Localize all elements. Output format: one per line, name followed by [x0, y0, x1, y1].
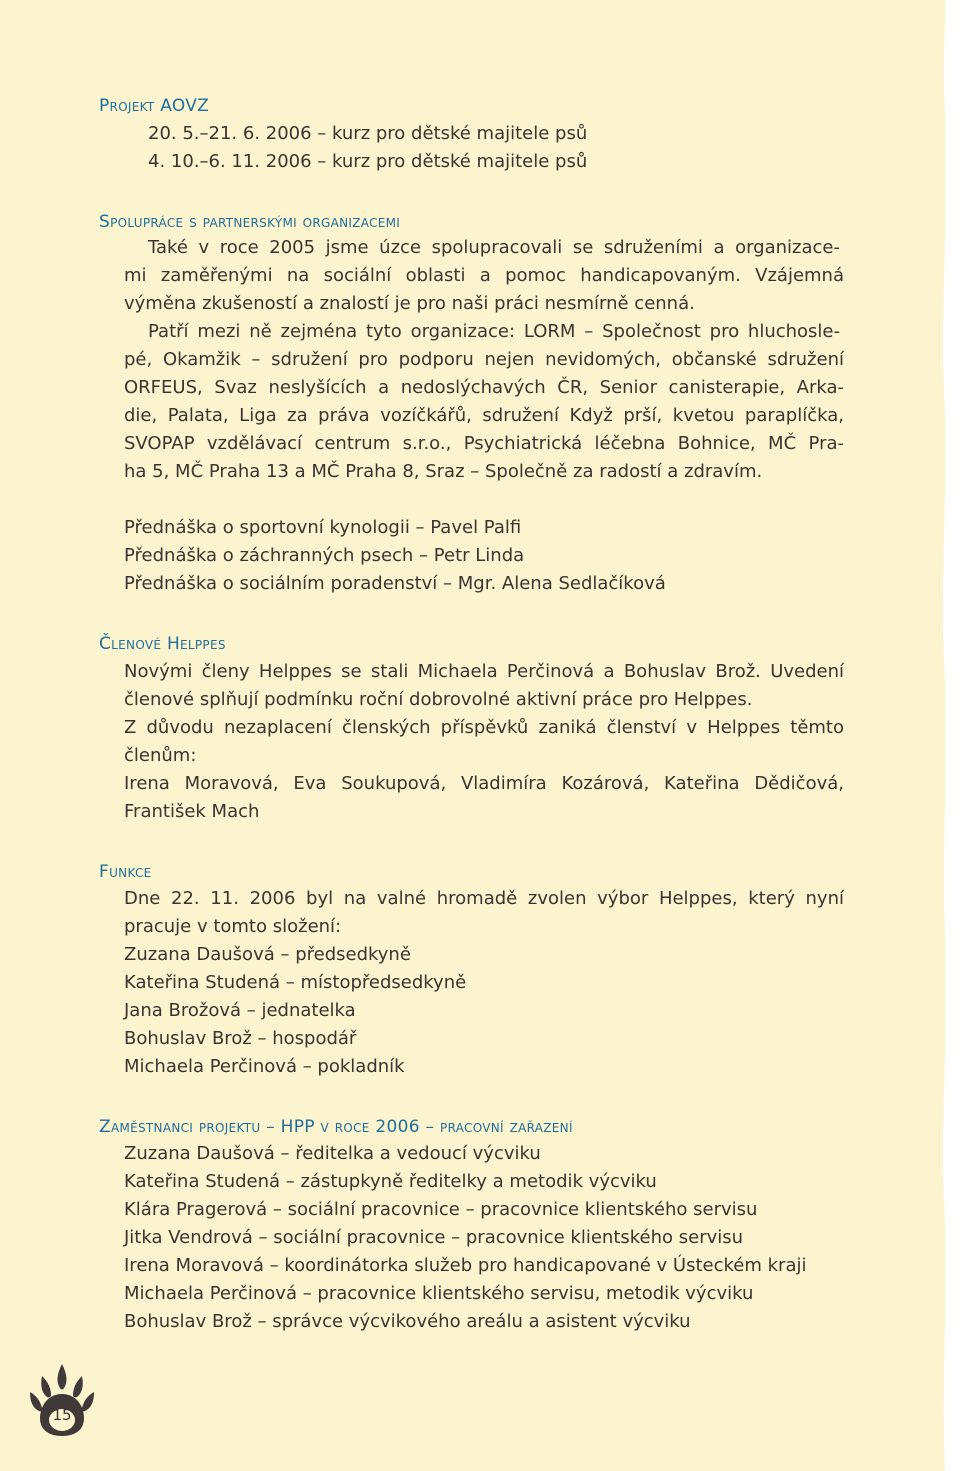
section-heading-cooperation: Spolupráce s partnerskými organizacemi — [99, 212, 401, 232]
lecture-line: Přednáška o sportovní kynologii – Pavel Palfi — [124, 517, 522, 538]
paragraph-line: výměna zkušeností a znalostí je pro naši práci nesmírně cenná. — [124, 293, 695, 314]
section-heading-members: Členové Helppes — [99, 634, 226, 654]
committee-member: Kateřina Studená – místopředsedkyně — [124, 972, 467, 993]
paragraph-line: Patří mezi ně zejména tyto organizace: LORM – Společnost pro hluchosle- — [148, 321, 840, 342]
project-line: 4. 10.–6. 11. 2006 – kurz pro dětské majitele psů — [148, 151, 588, 172]
paragraph-line: pracuje v tomto složení: — [124, 916, 342, 937]
staff-member: Zuzana Daušová – ředitelka a vedoucí výcviku — [124, 1143, 541, 1164]
paragraph-line: mi zaměřenými na sociální oblasti a pomoc handicapovaným. Vzájemná — [124, 265, 844, 286]
staff-member: Irena Moravová – koordinátorka služeb pro handicapované v Ústeckém kraji — [124, 1255, 807, 1276]
paragraph-line: Také v roce 2005 jsme úzce spolupracovali se sdruženími a organizace- — [148, 237, 840, 258]
section-heading-functions: Funkce — [99, 862, 152, 882]
paragraph-line: Z důvodu nezaplacení členských příspěvků zaniká členství v Helppes těmto — [124, 717, 844, 738]
paragraph-line: Irena Moravová, Eva Soukupová, Vladimíra Kozárová, Kateřina Dědičová, — [124, 773, 844, 794]
paragraph-line: die, Palata, Liga za práva vozíčkářů, sdružení Když prší, kvetou paraplíčka, — [124, 405, 844, 426]
project-line: 20. 5.–21. 6. 2006 – kurz pro dětské majitele psů — [148, 123, 588, 144]
staff-member: Jitka Vendrová – sociální pracovnice – pracovnice klientského servisu — [124, 1227, 744, 1248]
section-heading-staff: Zaměstnanci projektu – HPP v roce 2006 – pracovní zařazení — [99, 1117, 573, 1137]
section-heading-project: Projekt AOVZ — [99, 96, 210, 116]
staff-member: Michaela Perčinová – pracovnice klientského servisu, metodik výcviku — [124, 1283, 754, 1304]
committee-member: Michaela Perčinová – pokladník — [124, 1056, 405, 1077]
paragraph-line: SVOPAP vzdělávací centrum s.r.o., Psychiatrická léčebna Bohnice, MČ Pra- — [124, 433, 844, 454]
lecture-line: Přednáška o sociálním poradenství – Mgr. Alena Sedlačíková — [124, 573, 666, 594]
paragraph-line: ORFEUS, Svaz neslyšících a nedoslýchavých ČR, Senior canisterapie, Arka- — [124, 377, 844, 398]
committee-member: Zuzana Daušová – předsedkyně — [124, 944, 411, 965]
lecture-line: Přednáška o záchranných psech – Petr Linda — [124, 545, 525, 566]
paragraph-line: Novými členy Helppes se stali Michaela Perčinová a Bohuslav Brož. Uvedení — [124, 661, 844, 682]
paragraph-line: ha 5, MČ Praha 13 a MČ Praha 8, Sraz – Společně za radostí a zdravím. — [124, 461, 763, 482]
committee-member: Bohuslav Brož – hospodář — [124, 1028, 357, 1049]
staff-member: Klára Pragerová – sociální pracovnice – pracovnice klientského servisu — [124, 1199, 758, 1220]
paw-print-icon — [26, 1360, 98, 1440]
paragraph-line: členové splňují podmínku roční dobrovolné aktivní práce pro Helppes. — [124, 689, 753, 710]
paragraph-line: Dne 22. 11. 2006 byl na valné hromadě zvolen výbor Helppes, který nyní — [124, 888, 844, 909]
page-number: 15 — [52, 1406, 72, 1424]
staff-member: Kateřina Studená – zástupkyně ředitelky a metodik výcviku — [124, 1171, 657, 1192]
paragraph-line: pé, Okamžik – sdružení pro podporu nejen nevidomých, občanské sdružení — [124, 349, 844, 370]
committee-member: Jana Brožová – jednatelka — [124, 1000, 356, 1021]
paragraph-line: členům: — [124, 745, 197, 766]
staff-member: Bohuslav Brož – správce výcvikového areálu a asistent výcviku — [124, 1311, 691, 1332]
paragraph-line: František Mach — [124, 801, 260, 822]
